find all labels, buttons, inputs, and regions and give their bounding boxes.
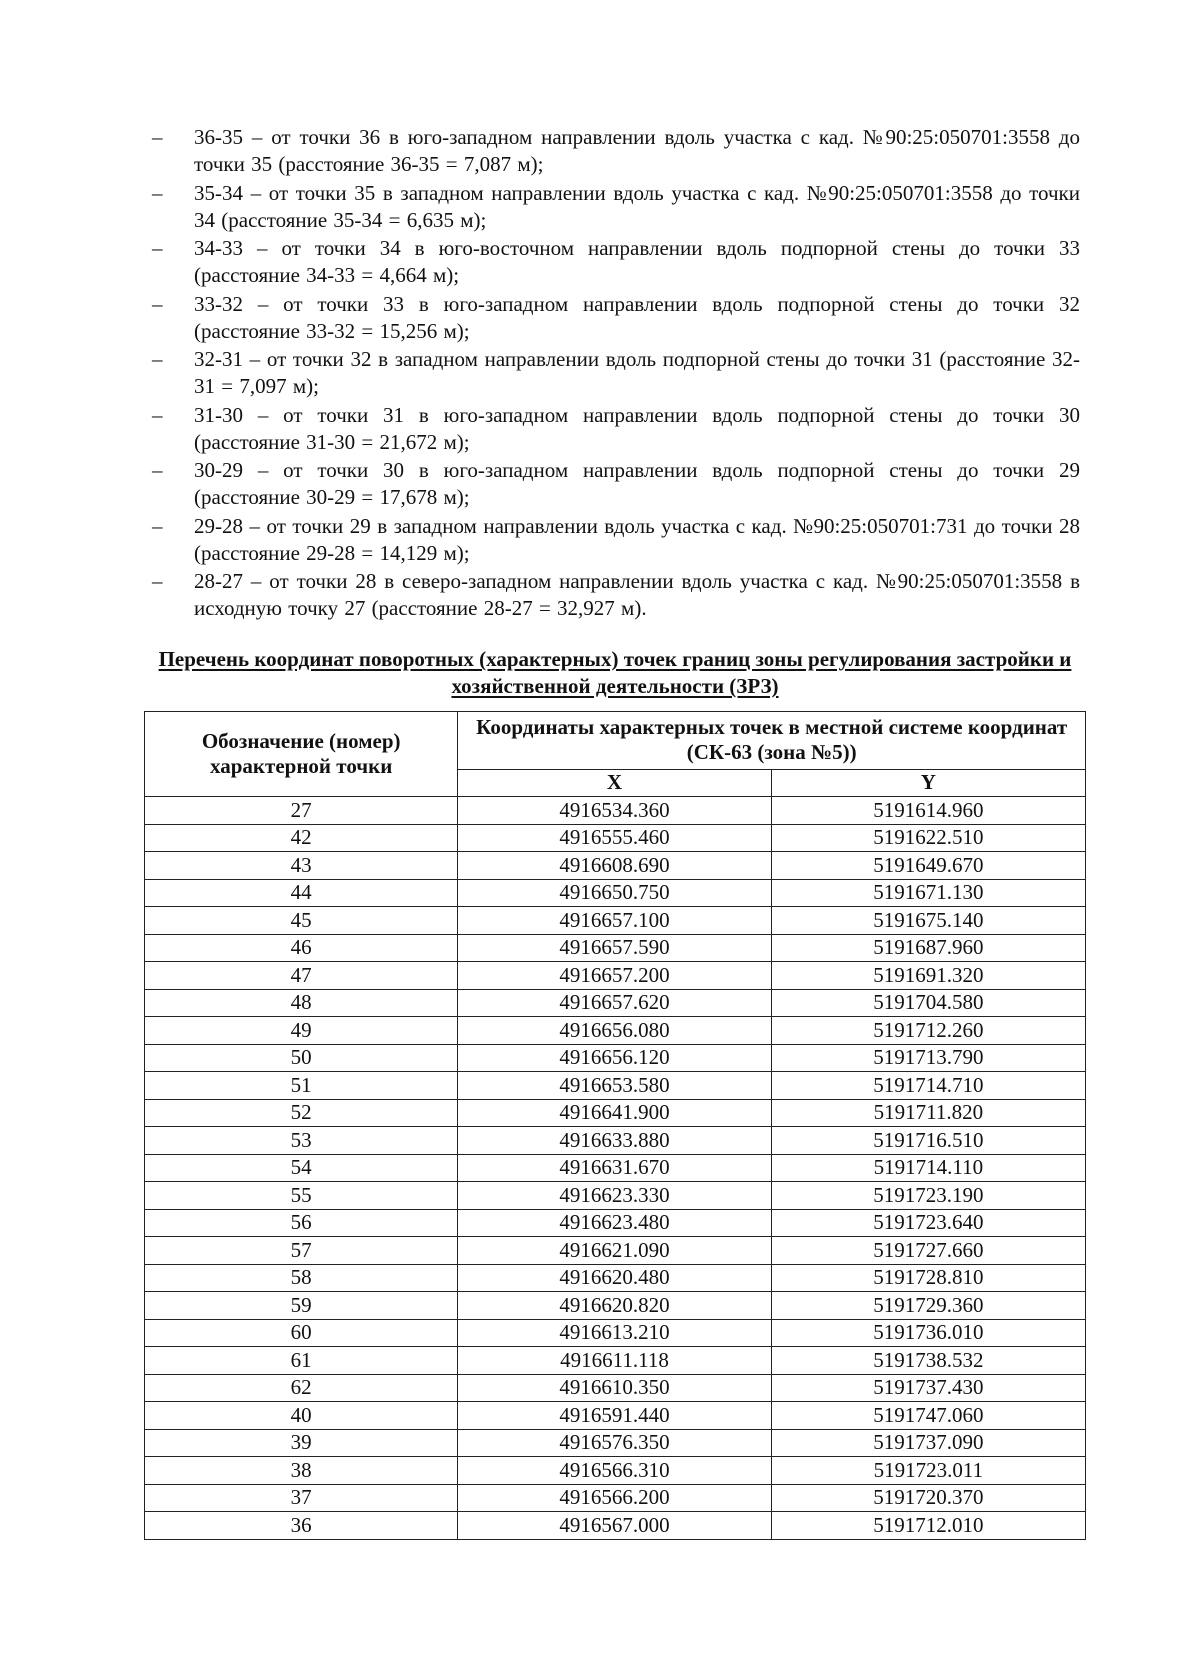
coordinates-table xyxy=(144,711,1086,1540)
cell-point-number: 40 xyxy=(145,1402,458,1430)
list-bullet: – xyxy=(152,513,163,538)
table-row xyxy=(145,879,1086,907)
cell-point-number: 60 xyxy=(145,1319,458,1347)
cell-y: 5191723.640 xyxy=(771,1209,1085,1237)
cell-x: 4916534.360 xyxy=(458,797,771,825)
table-row xyxy=(145,1264,1086,1292)
cell-x: 4916623.330 xyxy=(458,1182,771,1210)
cell-x: 4916555.460 xyxy=(458,824,771,852)
cell-point-number: 54 xyxy=(145,1154,458,1182)
cell-y: 5191711.820 xyxy=(771,1099,1085,1127)
coordinates-table-body xyxy=(145,797,1086,1540)
table-row xyxy=(145,934,1086,962)
cell-point-number: 51 xyxy=(145,1072,458,1100)
header-y: Y xyxy=(771,769,1085,796)
cell-y: 5191716.510 xyxy=(771,1127,1085,1155)
boundary-segment-item xyxy=(150,124,1080,178)
cell-x: 4916566.310 xyxy=(458,1457,771,1485)
cell-point-number: 58 xyxy=(145,1264,458,1292)
cell-y: 5191727.660 xyxy=(771,1237,1085,1265)
cell-x: 4916620.820 xyxy=(458,1292,771,1320)
cell-x: 4916657.620 xyxy=(458,989,771,1017)
table-row xyxy=(145,1374,1086,1402)
header-point-designation: Обозначение (номер) характерной точки xyxy=(145,712,458,797)
cell-point-number: 43 xyxy=(145,852,458,880)
boundary-segment-item xyxy=(150,457,1080,511)
cell-y: 5191687.960 xyxy=(771,934,1085,962)
cell-x: 4916623.480 xyxy=(458,1209,771,1237)
cell-point-number: 53 xyxy=(145,1127,458,1155)
table-row xyxy=(145,824,1086,852)
cell-y: 5191737.090 xyxy=(771,1429,1085,1457)
cell-point-number: 44 xyxy=(145,879,458,907)
boundary-segment-item xyxy=(150,402,1080,456)
table-row xyxy=(145,1182,1086,1210)
cell-point-number: 37 xyxy=(145,1484,458,1512)
cell-point-number: 50 xyxy=(145,1044,458,1072)
boundary-segment-item xyxy=(150,513,1080,567)
table-row xyxy=(145,1072,1086,1100)
table-row xyxy=(145,1127,1086,1155)
boundary-segment-item xyxy=(150,180,1080,234)
cell-x: 4916631.670 xyxy=(458,1154,771,1182)
cell-point-number: 57 xyxy=(145,1237,458,1265)
header-coordinates: Координаты характерных точек в местной системе координат (СК-63 (зона №5)) xyxy=(458,712,1086,770)
boundary-segment-text: 36-35 – от точки 36 в юго-западном направлении вдоль участка с кад. №90:25:050701:3558 до точки 35 (расстояние 36-35 = 7,087 м); xyxy=(194,125,1080,176)
cell-x: 4916657.200 xyxy=(458,962,771,990)
boundary-segment-text: 29-28 – от точки 29 в западном направлении вдоль участка с кад. №90:25:050701:731 до точки 28 (расстояние 29-28 = 14,129 м); xyxy=(194,513,1080,565)
cell-x: 4916653.580 xyxy=(458,1072,771,1100)
cell-y: 5191675.140 xyxy=(771,907,1085,935)
cell-x: 4916566.200 xyxy=(458,1484,771,1512)
cell-point-number: 55 xyxy=(145,1182,458,1210)
cell-point-number: 59 xyxy=(145,1292,458,1320)
boundary-segment-text: 30-29 – от точки 30 в юго-западном направлении вдоль подпорной стены до точки 29 (расстояние 30-29 = 17,678 м); xyxy=(194,458,1080,509)
cell-x: 4916633.880 xyxy=(458,1127,771,1155)
table-row xyxy=(145,1237,1086,1265)
cell-point-number: 42 xyxy=(145,824,458,852)
cell-x: 4916613.210 xyxy=(458,1319,771,1347)
header-x: X xyxy=(458,769,771,796)
boundary-segment-text: 34-33 – от точки 34 в юго-восточном направлении вдоль подпорной стены до точки 33 (расстояние 34-33 = 4,664 м); xyxy=(194,236,1080,287)
cell-point-number: 48 xyxy=(145,989,458,1017)
cell-point-number: 61 xyxy=(145,1347,458,1375)
cell-x: 4916567.000 xyxy=(458,1512,771,1540)
cell-point-number: 36 xyxy=(145,1512,458,1540)
cell-point-number: 52 xyxy=(145,1099,458,1127)
list-bullet: – xyxy=(152,458,163,482)
cell-x: 4916657.590 xyxy=(458,934,771,962)
cell-y: 5191691.320 xyxy=(771,962,1085,990)
table-row xyxy=(145,852,1086,880)
cell-y: 5191671.130 xyxy=(771,879,1085,907)
cell-y: 5191649.670 xyxy=(771,852,1085,880)
table-row xyxy=(145,1429,1086,1457)
cell-x: 4916657.100 xyxy=(458,907,771,935)
boundary-segment-text: 33-32 – от точки 33 в юго-западном направлении вдоль подпорной стены до точки 32 (расстояние 33-32 = 15,256 м); xyxy=(194,291,1080,343)
cell-y: 5191713.790 xyxy=(771,1044,1085,1072)
boundary-segment-text: 28-27 – от точки 28 в северо-западном направлении вдоль участка с кад. №90:25:050701:3558 в исходную точку 27 (расстояние 28-27 = 32,927 м). xyxy=(194,569,1080,620)
cell-x: 4916656.120 xyxy=(458,1044,771,1072)
cell-y: 5191712.010 xyxy=(771,1512,1085,1540)
cell-point-number: 39 xyxy=(145,1429,458,1457)
table-row xyxy=(145,1292,1086,1320)
cell-x: 4916621.090 xyxy=(458,1237,771,1265)
list-bullet: – xyxy=(152,125,163,149)
cell-y: 5191738.532 xyxy=(771,1347,1085,1375)
cell-point-number: 27 xyxy=(145,797,458,825)
list-bullet: – xyxy=(152,402,163,427)
cell-point-number: 49 xyxy=(145,1017,458,1045)
cell-x: 4916591.440 xyxy=(458,1402,771,1430)
cell-y: 5191704.580 xyxy=(771,989,1085,1017)
table-row xyxy=(145,1099,1086,1127)
cell-x: 4916576.350 xyxy=(458,1429,771,1457)
cell-y: 5191622.510 xyxy=(771,824,1085,852)
cell-point-number: 38 xyxy=(145,1457,458,1485)
cell-x: 4916610.350 xyxy=(458,1374,771,1402)
cell-y: 5191614.960 xyxy=(771,797,1085,825)
boundary-segment-text: 35-34 – от точки 35 в западном направлении вдоль участка с кад. №90:25:050701:3558 до точки 34 (расстояние 35-34 = 6,635 м); xyxy=(194,180,1080,232)
cell-y: 5191729.360 xyxy=(771,1292,1085,1320)
table-row xyxy=(145,1209,1086,1237)
cell-x: 4916620.480 xyxy=(458,1264,771,1292)
table-row xyxy=(145,797,1086,825)
cell-x: 4916656.080 xyxy=(458,1017,771,1045)
boundary-segment-text: 32-31 – от точки 32 в западном направлении вдоль подпорной стены до точки 31 (расстояние 32-31 = 7,097 м); xyxy=(194,347,1080,398)
cell-y: 5191728.810 xyxy=(771,1264,1085,1292)
list-bullet: – xyxy=(152,569,163,593)
cell-y: 5191714.710 xyxy=(771,1072,1085,1100)
cell-point-number: 62 xyxy=(145,1374,458,1402)
cell-y: 5191712.260 xyxy=(771,1017,1085,1045)
table-title: Перечень координат поворотных (характерных) точек границ зоны регулирования застройки и хозяйственной деятельности (ЗРЗ) xyxy=(158,647,1072,698)
boundary-segment-item xyxy=(150,568,1080,622)
table-row xyxy=(145,1402,1086,1430)
table-row xyxy=(145,1044,1086,1072)
cell-y: 5191720.370 xyxy=(771,1484,1085,1512)
boundary-segment-text: 31-30 – от точки 31 в юго-западном направлении вдоль подпорной стены до точки 30 (расстояние 31-30 = 21,672 м); xyxy=(194,402,1080,454)
boundary-segment-list xyxy=(150,124,1080,624)
list-bullet: – xyxy=(152,291,163,316)
cell-point-number: 46 xyxy=(145,934,458,962)
table-row xyxy=(145,989,1086,1017)
boundary-segment-item xyxy=(150,235,1080,289)
cell-y: 5191723.190 xyxy=(771,1182,1085,1210)
list-bullet: – xyxy=(152,180,163,205)
table-row xyxy=(145,1512,1086,1540)
cell-point-number: 45 xyxy=(145,907,458,935)
cell-y: 5191747.060 xyxy=(771,1402,1085,1430)
cell-y: 5191723.011 xyxy=(771,1457,1085,1485)
table-row xyxy=(145,1484,1086,1512)
cell-x: 4916641.900 xyxy=(458,1099,771,1127)
table-row xyxy=(145,1319,1086,1347)
list-bullet: – xyxy=(152,236,163,260)
boundary-segment-item xyxy=(150,291,1080,345)
cell-y: 5191714.110 xyxy=(771,1154,1085,1182)
cell-x: 4916650.750 xyxy=(458,879,771,907)
table-row xyxy=(145,907,1086,935)
cell-y: 5191736.010 xyxy=(771,1319,1085,1347)
table-row xyxy=(145,1017,1086,1045)
cell-x: 4916611.118 xyxy=(458,1347,771,1375)
cell-y: 5191737.430 xyxy=(771,1374,1085,1402)
table-row xyxy=(145,1347,1086,1375)
table-row xyxy=(145,1457,1086,1485)
cell-point-number: 56 xyxy=(145,1209,458,1237)
table-row xyxy=(145,962,1086,990)
table-row xyxy=(145,1154,1086,1182)
cell-x: 4916608.690 xyxy=(458,852,771,880)
list-bullet: – xyxy=(152,347,163,371)
boundary-segment-item xyxy=(150,346,1080,400)
cell-point-number: 47 xyxy=(145,962,458,990)
